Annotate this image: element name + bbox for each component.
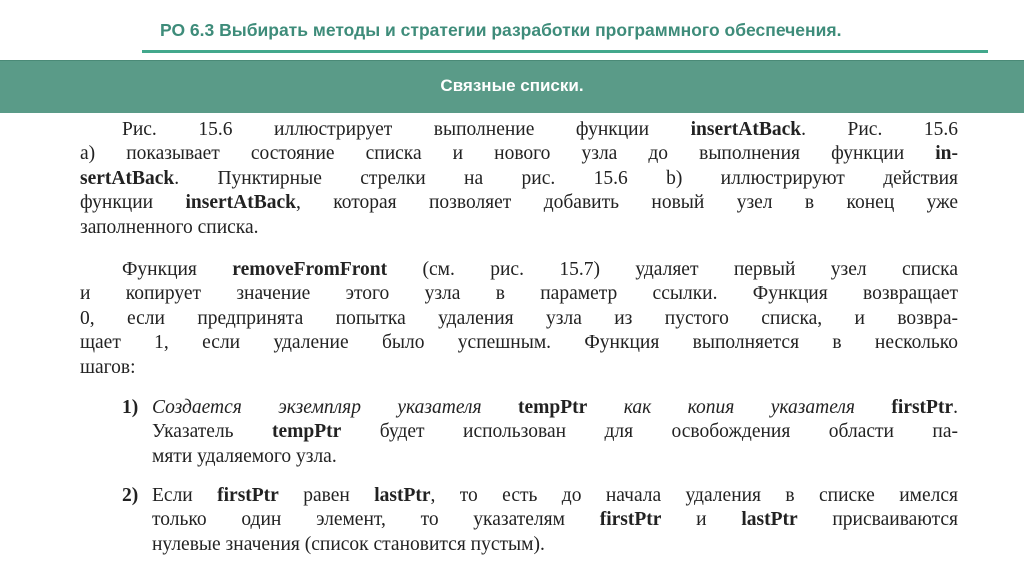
text-line: только один элемент, то указателям firstPtr и lastPtr присваиваются	[152, 509, 958, 531]
text-line: Создается экземпляр указателя tempPtr как копия указателя firstPtr.	[152, 397, 958, 418]
section-banner	[0, 60, 1024, 113]
text-line: Если firstPtr равен lastPtr, то есть до начала удаления в списке имелся	[152, 485, 958, 506]
text-line: нулевые значения (список становится пустым).	[152, 533, 545, 555]
text-line: щает 1, если удаление было успешным. Функция выполняется в несколько	[80, 332, 958, 354]
text-line: sertAtBack. Пунктирные стрелки на рис. 15.6 b) иллюстрируют действия	[80, 167, 958, 189]
section-title: Связные списки.	[440, 76, 584, 95]
paragraph-insert-at-back	[80, 118, 958, 240]
list-item	[122, 396, 958, 469]
text-line: Функция removeFromFront (см. рис. 15.7) удаляет первый узел списка	[122, 259, 958, 280]
list-item-number: 2)	[122, 485, 139, 506]
list-item-number: 1)	[122, 397, 139, 418]
text-line: и копирует значение этого узла в параметр ссылки. Функция возвращает	[80, 283, 958, 305]
list-item	[122, 484, 958, 557]
text-line: Рис. 15.6 иллюстрирует выполнение функции insertAtBack. Рис. 15.6	[122, 119, 958, 140]
slide-header-title: РО 6.3 Выбирать методы и стратегии разработки программного обеспечения.	[160, 20, 842, 40]
text-line: а) показывает состояние списка и нового узла до выполнения функции in-	[80, 143, 958, 165]
text-line: заполненного списка.	[80, 216, 259, 238]
text-line: мяти удаляемого узла.	[152, 445, 337, 467]
text-line: Указатель tempPtr будет использован для освобождения области па-	[152, 421, 958, 443]
paragraph-remove-from-front	[80, 258, 958, 380]
header-divider	[142, 50, 988, 53]
text-line: функции insertAtBack, которая позволяет добавить новый узел в конец уже	[80, 192, 958, 214]
text-line: шагов:	[80, 356, 136, 378]
text-line: 0, если предпринята попытка удаления узла из пустого списка, и возвра-	[80, 307, 958, 329]
